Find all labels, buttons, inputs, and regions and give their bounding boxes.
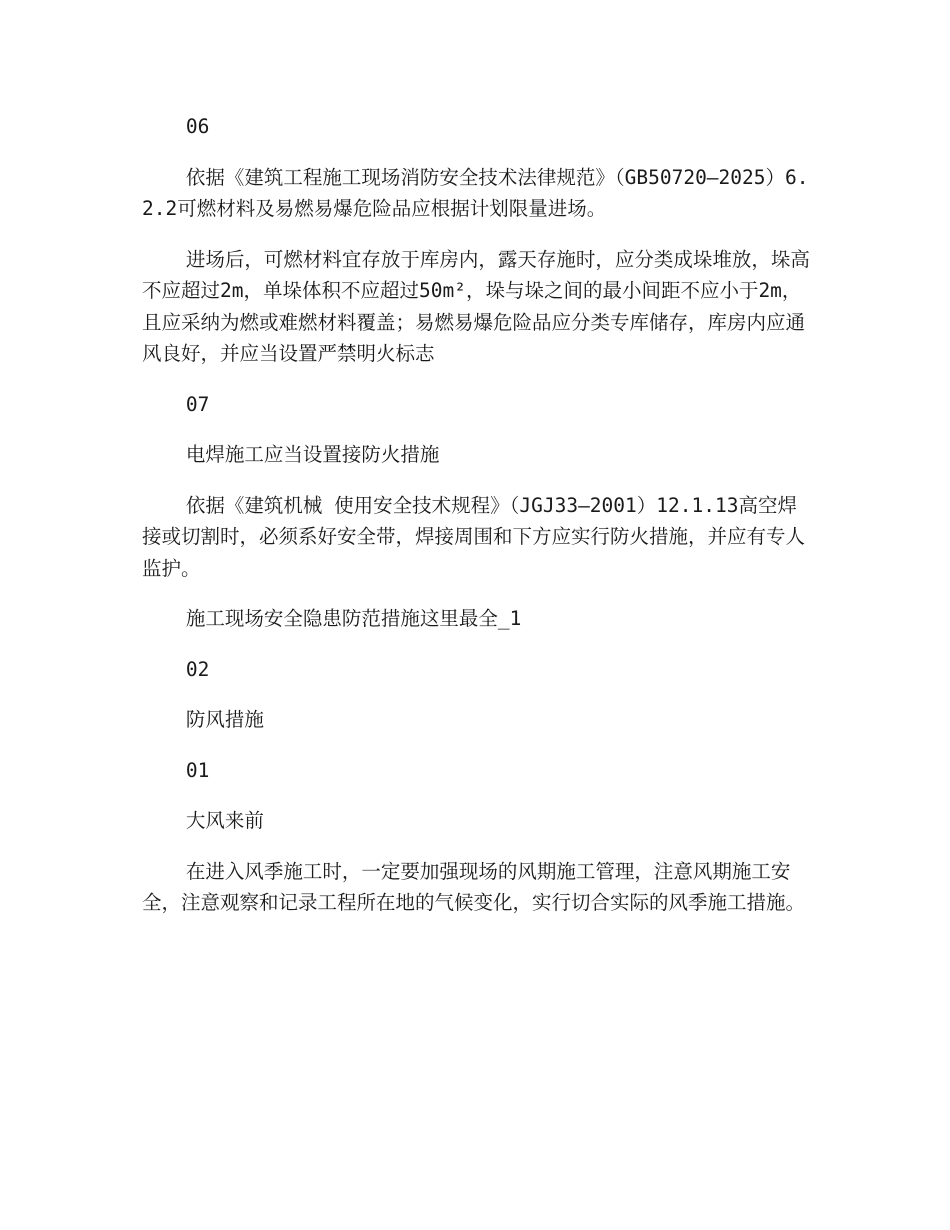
body-paragraph: 在进入风季施工时，一定要加强现场的风期施工管理，注意风期施工安全，注意观察和记录工程所在地的气候变化，实行切合实际的风季施工措施。 (142, 859, 806, 914)
section-number: 02 (185, 657, 210, 681)
section-heading: 防风措施 (185, 708, 264, 731)
document-title-line: 施工现场安全隐患防范措施这里最全_1 (185, 607, 522, 630)
section-number: 07 (185, 392, 210, 416)
section-heading: 大风来前 (185, 809, 264, 832)
body-paragraph: 进场后，可燃材料宜存放于库房内，露天存施时，应分类成垛堆放，垛高不应超过2m，单垛体积不应超过50m²，垛与垛之间的最小间距不应小于2m，且应采纳为燃或难燃材料覆盖；易燃易爆危险品应分类专库储存，库房内应通风良好，并应当设置严禁明火标志 (142, 247, 810, 365)
section-heading: 电焊施工应当设置接防火措施 (185, 443, 440, 466)
document-page (142, 111, 812, 938)
section-number: 06 (185, 115, 210, 138)
body-paragraph: 依据《建筑工程施工现场消防安全技术法律规范》（GB50720—2025）6.2.2可燃材料及易燃易爆危险品应根据计划限量进场。 (142, 165, 809, 220)
section-number: 01 (185, 758, 210, 782)
body-paragraph: 依据《建筑机械 使用安全技术规程》（JGJ33—2001）12.1.13高空焊接或切割时，必须系好安全带，焊接周围和下方应实行防火措施，并应有专人监护。 (142, 493, 806, 580)
